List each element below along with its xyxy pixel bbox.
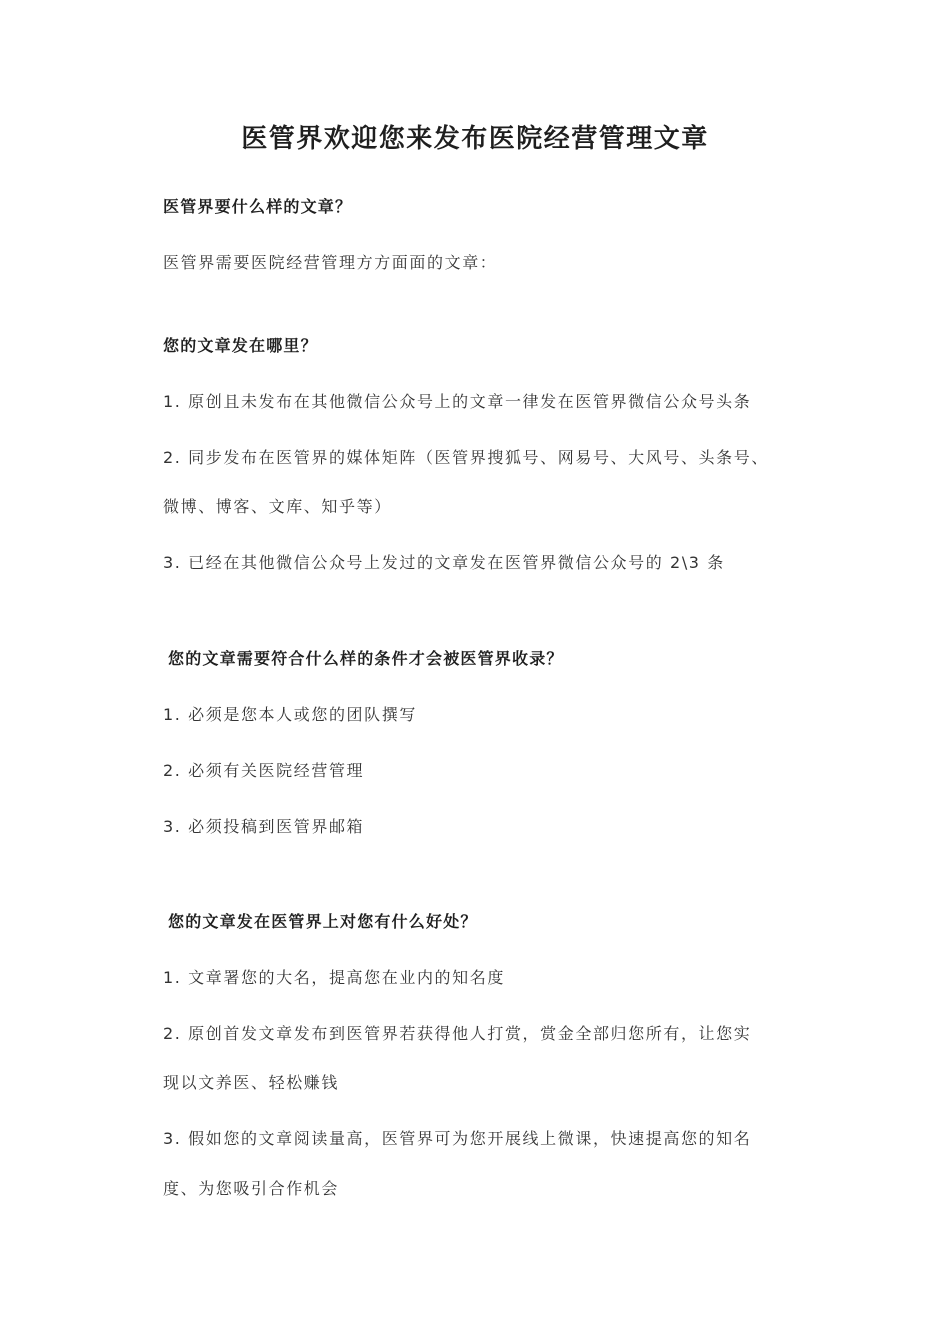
paragraph-line: 度、为您吸引合作机会: [163, 1179, 340, 1198]
paragraph-line: 3. 已经在其他微信公众号上发过的文章发在医管界微信公众号的 2\3 条: [163, 553, 725, 572]
paragraph-line: 3. 假如您的文章阅读量高，医管界可为您开展线上微课，快速提高您的知名: [163, 1129, 752, 1148]
paragraph-line: 2. 同步发布在医管界的媒体矩阵（医管界搜狐号、网易号、大风号、头条号、: [163, 448, 769, 467]
paragraph-line: 2. 原创首发文章发布到医管界若获得他人打赏，赏金全部归您所有，让您实: [163, 1024, 752, 1043]
paragraph-line: 现以文养医、轻松赚钱: [163, 1073, 340, 1092]
paragraph-line: 1. 原创且未发布在其他微信公众号上的文章一律发在医管界微信公众号头条: [163, 392, 752, 411]
paragraph-line: 微博、博客、文库、知乎等）: [163, 497, 392, 516]
section-heading: 您的文章发在哪里？: [163, 336, 318, 355]
paragraph-line: 1. 必须是您本人或您的团队撰写: [163, 705, 417, 724]
document-title: 医管界欢迎您来发布医院经营管理文章: [241, 124, 709, 154]
section-heading: 医管界要什么样的文章？: [163, 197, 353, 216]
section-heading: 您的文章需要符合什么样的条件才会被医管界收录？: [168, 649, 564, 668]
paragraph-line: 2. 必须有关医院经营管理: [163, 761, 365, 780]
section-heading: 您的文章发在医管界上对您有什么好处？: [168, 912, 478, 931]
paragraph-line: 3. 必须投稿到医管界邮箱: [163, 817, 365, 836]
paragraph-line: 1. 文章署您的大名，提高您在业内的知名度: [163, 968, 505, 987]
paragraph-line: 医管界需要医院经营管理方方面面的文章：: [163, 253, 498, 272]
